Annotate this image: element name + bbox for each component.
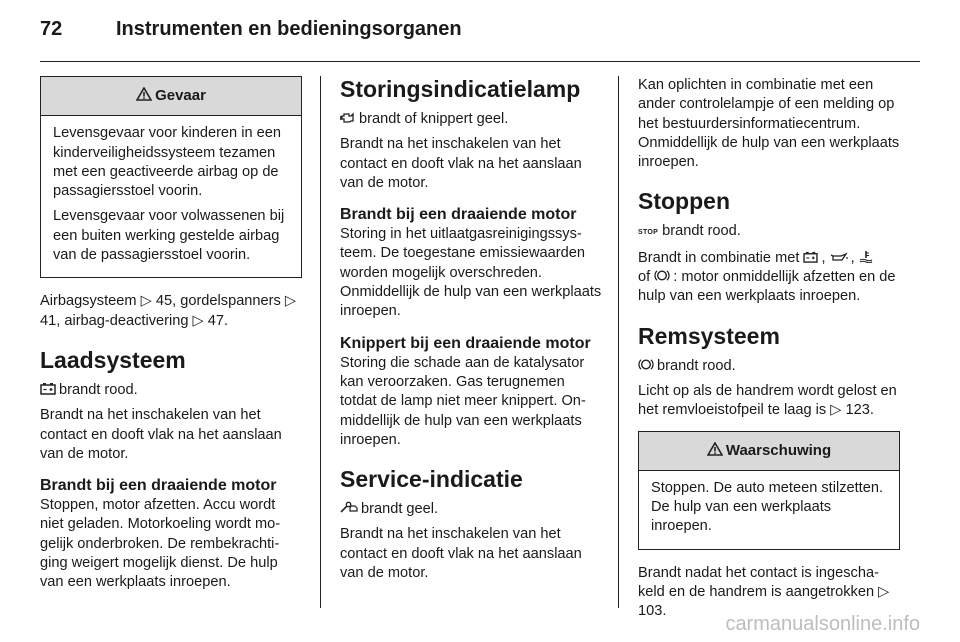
service-status: brandt geel.: [340, 500, 602, 519]
page-header: [40, 18, 462, 41]
column-3: [638, 76, 900, 628]
brake-status: brandt rood.: [638, 357, 900, 376]
warning-triangle-icon: [707, 442, 723, 456]
page-title: Instrumenten en bedieningsorganen: [116, 18, 462, 40]
battery-icon: [40, 382, 56, 395]
page-ref-icon: ▷: [830, 402, 842, 419]
column-divider: [618, 76, 619, 608]
section-heading-laadsysteem: Laadsysteem: [40, 346, 186, 373]
warning-triangle-icon: [136, 87, 152, 101]
oil-can-icon: [830, 251, 848, 263]
engine-icon: [340, 111, 356, 124]
warning-text: Stoppen. De auto meteen stilzetten. De hulp van een werkplaats inroepen.: [651, 479, 884, 535]
column-divider: [320, 76, 321, 608]
page-ref-icon: ▷: [878, 584, 890, 601]
danger-box-title: Gevaar: [41, 77, 301, 116]
section-heading-service: Service-indicatie: [340, 466, 523, 493]
storing-text: Brandt na het inschakelen van het contact en dooft vlak na het aanslaan van de motor.: [340, 136, 582, 191]
subheading-laad-running: Brandt bij een draaiende motor: [40, 477, 277, 495]
storing-status: brandt of knippert geel.: [340, 110, 602, 129]
storing-running-text: Storing in het uitlaatgasreinigingssysteem. De toegestane emissiewaarden worden mogelijk overschreden. Onmiddellijk de hulp van een werkplaats inroepen.: [340, 226, 602, 320]
wrench-car-icon: [340, 501, 358, 514]
subheading-storing-running: Brandt bij een draaiende motor: [340, 206, 577, 224]
warning-box: [638, 431, 900, 550]
danger-text-1: Levensgevaar voor kinderen in een kinderveiligheidssysteem tezamen met een geactiveerde airbag op de passagiersstoel voorin.: [53, 125, 281, 200]
header-rule: [40, 61, 920, 62]
warning-box-title: Waarschuwing: [639, 432, 899, 471]
danger-text-2: Levensgevaar voor volwassenen bij een buiten werking gestelde airbag van de passagiersstoel voorin.: [53, 208, 285, 264]
section-heading-remsysteem: Remsysteem: [638, 322, 780, 349]
page-ref-icon: ▷: [192, 312, 204, 329]
subheading-storing-flashing: Knippert bij een draaiende motor: [340, 334, 591, 352]
intro-text: Kan oplichten in combinatie met een ander controlelampje of een melding op het bestuurdersinformatiecentrum. Onmiddellijk de hulp van een werkplaats inroepen.: [638, 77, 900, 171]
column-1: [40, 76, 302, 599]
page-ref-icon: ▷: [140, 293, 152, 310]
laad-status: brandt rood.: [40, 381, 302, 400]
storing-flashing-text: Storing die schade aan de katalysator kan veroorzaken. Gas terugnemen totdat de lamp niet meer knippert. Onmiddellijk de hulp van een werkplaats inroepen.: [340, 354, 586, 448]
battery-icon: [803, 251, 818, 263]
page-number: 72: [40, 18, 63, 40]
final-text: Brandt nadat het contact is ingeschakeld en de handrem is aangetrokken ▷ 103.: [638, 564, 890, 620]
coolant-temperature-icon: [859, 250, 873, 263]
service-text: Brandt na het inschakelen van het contact en dooft vlak na het aanslaan van de motor.: [340, 526, 582, 582]
section-heading-stoppen: Stoppen: [638, 188, 730, 215]
stop-combo-text: Brandt in combinatie met , , of : motor onmiddellijk afzetten en de hulp van een werkplaats inroepen.: [638, 249, 896, 305]
stop-status: STOP brandt rood.: [638, 223, 741, 240]
watermark: carmanualsonline.info: [725, 613, 920, 635]
airbag-references: Airbagsysteem ▷ 45, gordelspanners ▷ 41, airbag-deactivering ▷ 47.: [40, 293, 297, 329]
brake-warning-icon: [654, 269, 670, 282]
brake-text: Licht op als de handrem wordt gelost en het remvloeistofpeil te laag is ▷ 123.: [638, 382, 897, 419]
danger-box: [40, 76, 302, 278]
laad-running-text: Stoppen, motor afzetten. Accu wordt niet geladen. Motorkoeling wordt mogelijk onderbroken. De rembekrachtiging weigert mogelijk dienst. De hulp van een werkplaats inroepen.: [40, 497, 281, 591]
stop-icon: STOP: [638, 229, 659, 237]
section-heading-storingsindicatielamp: Storingsindicatielamp: [340, 76, 581, 102]
column-2: [340, 76, 602, 589]
laad-text: Brandt na het inschakelen van het contact en dooft vlak na het aanslaan van de motor.: [40, 407, 282, 462]
page-ref-icon: ▷: [284, 293, 297, 310]
brake-warning-icon: [638, 358, 654, 371]
